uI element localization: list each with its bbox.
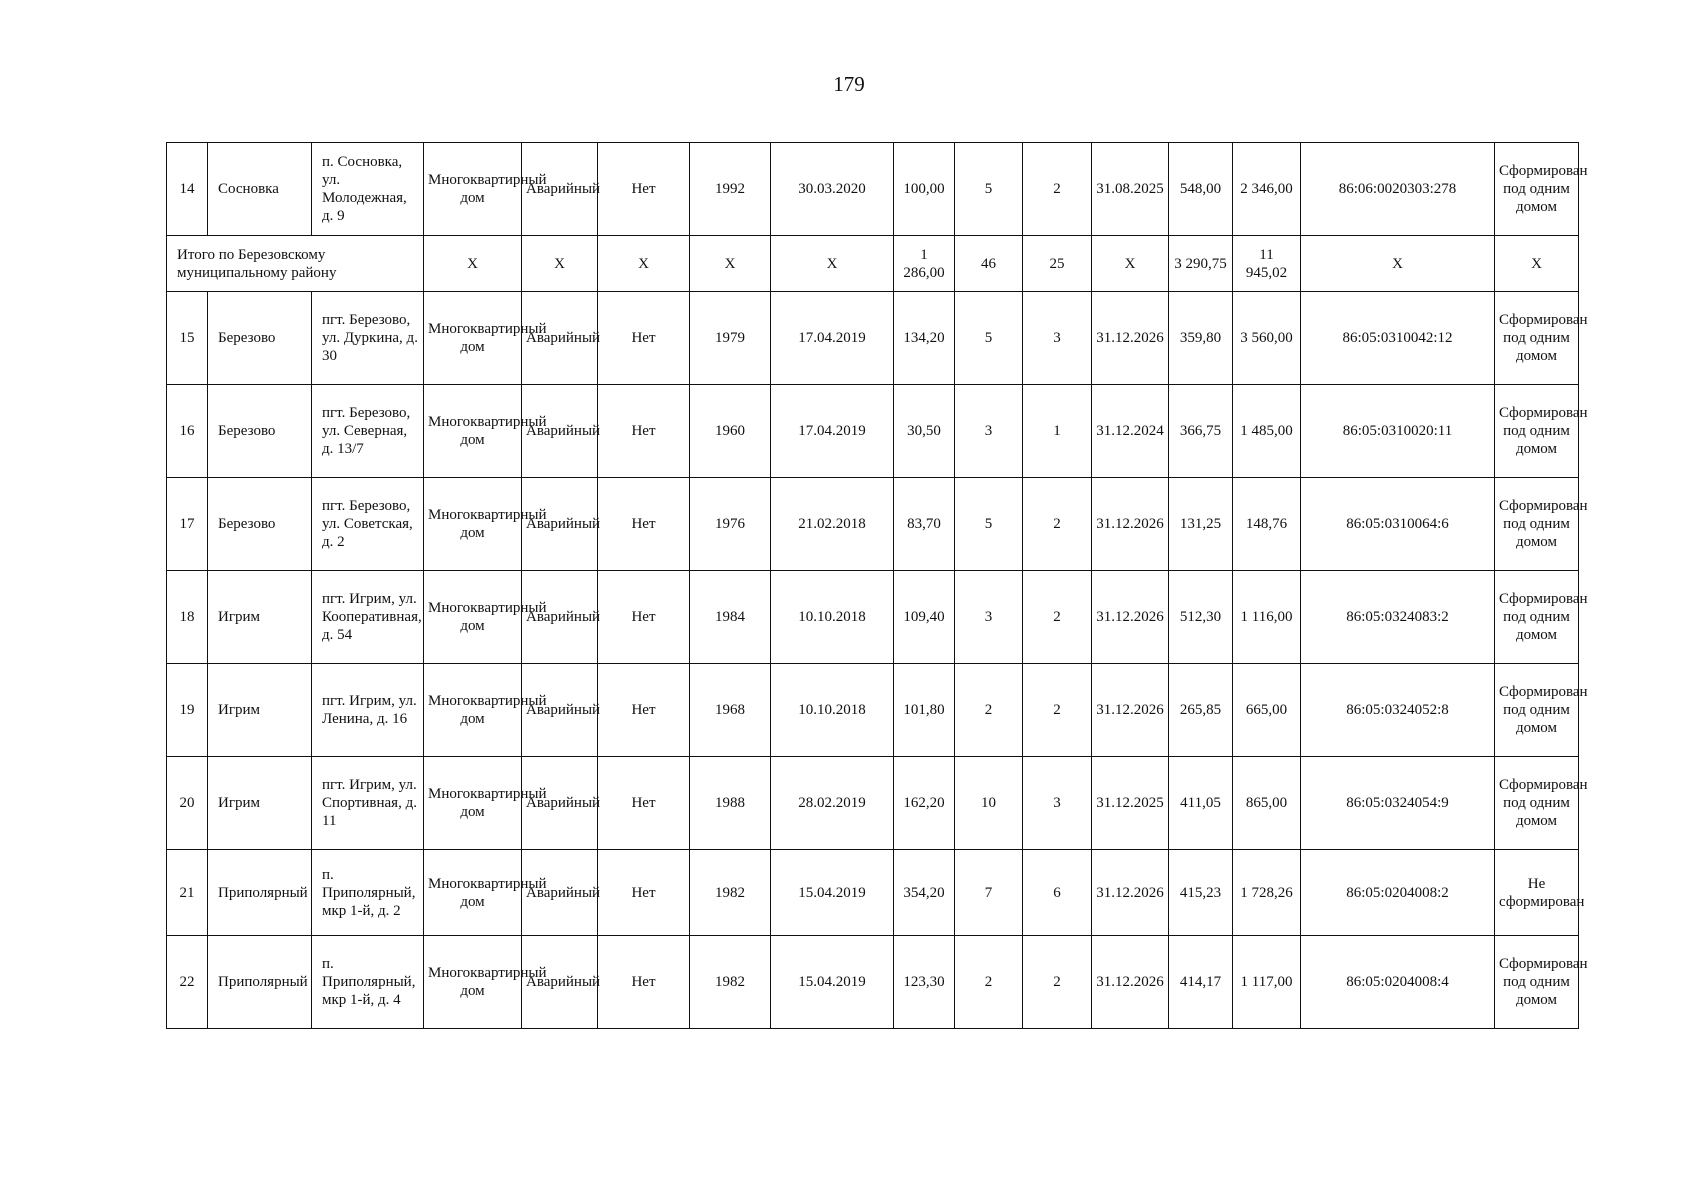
- cell-value-a: 265,85: [1169, 664, 1233, 757]
- cell-condition: Аварийный: [522, 292, 598, 385]
- cell-recognition-date: 15.04.2019: [771, 936, 894, 1029]
- cell-building-type: Многоквартирный дом: [424, 850, 522, 936]
- cell-recognition-date: 28.02.2019: [771, 757, 894, 850]
- cell-year: 1984: [690, 571, 771, 664]
- cell-deadline: 31.12.2026: [1092, 664, 1169, 757]
- cell-value-b: 1 116,00: [1233, 571, 1301, 664]
- cell-land-status: Сформирован под одним домом: [1495, 757, 1579, 850]
- table-row: [167, 478, 1579, 571]
- cell-building-type: Многоквартирный дом: [424, 936, 522, 1029]
- cell-count-b: 3: [1023, 292, 1092, 385]
- cell-count-b: 1: [1023, 385, 1092, 478]
- cell-recognition-date: 15.04.2019: [771, 850, 894, 936]
- cell-settlement: Игрим: [208, 757, 312, 850]
- cell-value-a: 366,75: [1169, 385, 1233, 478]
- cell-condition: Аварийный: [522, 936, 598, 1029]
- cell-total: X: [522, 236, 598, 292]
- cell-value-b: 865,00: [1233, 757, 1301, 850]
- cell-condition: Аварийный: [522, 571, 598, 664]
- cell-building-type: Многоквартирный дом: [424, 385, 522, 478]
- cell-area: 101,80: [894, 664, 955, 757]
- cell-count-a: 5: [955, 143, 1023, 236]
- cell-year: 1992: [690, 143, 771, 236]
- cell-area: 162,20: [894, 757, 955, 850]
- cell-number: 19: [167, 664, 208, 757]
- cell-recognition-date: 21.02.2018: [771, 478, 894, 571]
- cell-total-label: Итого по Березовскому муниципальному району: [167, 236, 424, 292]
- cell-number: 20: [167, 757, 208, 850]
- cell-count-a: 2: [955, 936, 1023, 1029]
- cell-deadline: 31.12.2026: [1092, 850, 1169, 936]
- cell-land-status: Сформирован под одним домом: [1495, 571, 1579, 664]
- cell-number: 17: [167, 478, 208, 571]
- cell-count-b: 2: [1023, 936, 1092, 1029]
- cell-settlement: Приполярный: [208, 936, 312, 1029]
- cell-recognition-date: 17.04.2019: [771, 292, 894, 385]
- table-row: [167, 292, 1579, 385]
- cell-count-a: 3: [955, 385, 1023, 478]
- cell-area: 134,20: [894, 292, 955, 385]
- cell-cadastral-number: 86:05:0324083:2: [1301, 571, 1495, 664]
- cell-flag: Нет: [598, 292, 690, 385]
- cell-flag: Нет: [598, 757, 690, 850]
- cell-settlement: Игрим: [208, 664, 312, 757]
- cell-address: пгт. Березово, ул. Советская, д. 2: [312, 478, 424, 571]
- cell-value-b: 1 117,00: [1233, 936, 1301, 1029]
- cell-address: пгт. Березово, ул. Дуркина, д. 30: [312, 292, 424, 385]
- cell-value-a: 359,80: [1169, 292, 1233, 385]
- cell-total: X: [1092, 236, 1169, 292]
- cell-number: 14: [167, 143, 208, 236]
- cell-value-b: 3 560,00: [1233, 292, 1301, 385]
- cell-cadastral-number: 86:05:0310064:6: [1301, 478, 1495, 571]
- cell-number: 21: [167, 850, 208, 936]
- cell-cadastral-number: 86:05:0324054:9: [1301, 757, 1495, 850]
- cell-total-value-b: 11 945,02: [1233, 236, 1301, 292]
- cell-recognition-date: 10.10.2018: [771, 571, 894, 664]
- cell-area: 100,00: [894, 143, 955, 236]
- cell-address: п. Приполярный, мкр 1-й, д. 4: [312, 936, 424, 1029]
- cell-value-b: 148,76: [1233, 478, 1301, 571]
- cell-deadline: 31.08.2025: [1092, 143, 1169, 236]
- cell-flag: Нет: [598, 664, 690, 757]
- cell-address: пгт. Игрим, ул. Кооперативная, д. 54: [312, 571, 424, 664]
- cell-year: 1976: [690, 478, 771, 571]
- cell-cadastral-number: 86:05:0310042:12: [1301, 292, 1495, 385]
- cell-settlement: Березово: [208, 292, 312, 385]
- table-row: [167, 143, 1579, 236]
- table-row: [167, 664, 1579, 757]
- cell-count-a: 10: [955, 757, 1023, 850]
- cell-land-status: Сформирован под одним домом: [1495, 143, 1579, 236]
- cell-address: п. Приполярный, мкр 1-й, д. 2: [312, 850, 424, 936]
- cell-condition: Аварийный: [522, 664, 598, 757]
- cell-recognition-date: 10.10.2018: [771, 664, 894, 757]
- cell-count-b: 2: [1023, 571, 1092, 664]
- cell-deadline: 31.12.2026: [1092, 936, 1169, 1029]
- cell-deadline: 31.12.2024: [1092, 385, 1169, 478]
- cell-land-status: Сформирован под одним домом: [1495, 292, 1579, 385]
- cell-condition: Аварийный: [522, 478, 598, 571]
- cell-recognition-date: 30.03.2020: [771, 143, 894, 236]
- cell-land-status: Сформирован под одним домом: [1495, 385, 1579, 478]
- cell-area: 109,40: [894, 571, 955, 664]
- cell-deadline: 31.12.2025: [1092, 757, 1169, 850]
- table-row: [167, 757, 1579, 850]
- cell-total-count-b: 25: [1023, 236, 1092, 292]
- cell-value-a: 415,23: [1169, 850, 1233, 936]
- cell-number: 18: [167, 571, 208, 664]
- cell-address: пгт. Игрим, ул. Спортивная, д. 11: [312, 757, 424, 850]
- cell-year: 1982: [690, 936, 771, 1029]
- cell-area: 354,20: [894, 850, 955, 936]
- cell-total-area: 1 286,00: [894, 236, 955, 292]
- table-row: [167, 385, 1579, 478]
- cell-cadastral-number: 86:05:0204008:2: [1301, 850, 1495, 936]
- cell-flag: Нет: [598, 385, 690, 478]
- cell-cadastral-number: 86:05:0310020:11: [1301, 385, 1495, 478]
- cell-condition: Аварийный: [522, 757, 598, 850]
- cell-area: 123,30: [894, 936, 955, 1029]
- cell-total-value-a: 3 290,75: [1169, 236, 1233, 292]
- cell-count-a: 3: [955, 571, 1023, 664]
- cell-cadastral-number: 86:05:0204008:4: [1301, 936, 1495, 1029]
- cell-building-type: Многоквартирный дом: [424, 664, 522, 757]
- cell-flag: Нет: [598, 143, 690, 236]
- table-total-row: [167, 236, 1579, 292]
- cell-count-a: 2: [955, 664, 1023, 757]
- cell-building-type: Многоквартирный дом: [424, 478, 522, 571]
- cell-value-b: 665,00: [1233, 664, 1301, 757]
- table-row: [167, 850, 1579, 936]
- page-number: 179: [833, 72, 865, 96]
- cell-area: 83,70: [894, 478, 955, 571]
- cell-year: 1979: [690, 292, 771, 385]
- cell-settlement: Березово: [208, 478, 312, 571]
- cell-count-a: 5: [955, 292, 1023, 385]
- table-row: [167, 936, 1579, 1029]
- cell-number: 16: [167, 385, 208, 478]
- cell-land-status: Сформирован под одним домом: [1495, 664, 1579, 757]
- cell-deadline: 31.12.2026: [1092, 571, 1169, 664]
- housing-registry-table: [166, 142, 1588, 1029]
- cell-building-type: Многоквартирный дом: [424, 143, 522, 236]
- cell-year: 1960: [690, 385, 771, 478]
- cell-deadline: 31.12.2026: [1092, 292, 1169, 385]
- cell-building-type: Многоквартирный дом: [424, 757, 522, 850]
- cell-value-a: 411,05: [1169, 757, 1233, 850]
- cell-total: X: [424, 236, 522, 292]
- cell-settlement: Игрим: [208, 571, 312, 664]
- cell-condition: Аварийный: [522, 385, 598, 478]
- cell-building-type: Многоквартирный дом: [424, 571, 522, 664]
- cell-settlement: Приполярный: [208, 850, 312, 936]
- cell-land-status: Не сформирован: [1495, 850, 1579, 936]
- cell-value-b: 2 346,00: [1233, 143, 1301, 236]
- cell-recognition-date: 17.04.2019: [771, 385, 894, 478]
- cell-count-b: 2: [1023, 478, 1092, 571]
- cell-count-a: 5: [955, 478, 1023, 571]
- cell-land-status: Сформирован под одним домом: [1495, 478, 1579, 571]
- cell-total: X: [1301, 236, 1495, 292]
- cell-total: X: [598, 236, 690, 292]
- cell-flag: Нет: [598, 850, 690, 936]
- cell-count-b: 6: [1023, 850, 1092, 936]
- cell-count-a: 7: [955, 850, 1023, 936]
- cell-value-a: 548,00: [1169, 143, 1233, 236]
- cell-flag: Нет: [598, 936, 690, 1029]
- cell-value-a: 131,25: [1169, 478, 1233, 571]
- table-row: [167, 571, 1579, 664]
- cell-cadastral-number: 86:05:0324052:8: [1301, 664, 1495, 757]
- cell-deadline: 31.12.2026: [1092, 478, 1169, 571]
- cell-year: 1982: [690, 850, 771, 936]
- cell-year: 1968: [690, 664, 771, 757]
- cell-number: 22: [167, 936, 208, 1029]
- cell-count-b: 3: [1023, 757, 1092, 850]
- cell-address: пгт. Игрим, ул. Ленина, д. 16: [312, 664, 424, 757]
- cell-land-status: Сформирован под одним домом: [1495, 936, 1579, 1029]
- cell-total: X: [690, 236, 771, 292]
- cell-condition: Аварийный: [522, 850, 598, 936]
- cell-address: п. Сосновка, ул. Молодежная, д. 9: [312, 143, 424, 236]
- cell-total: X: [771, 236, 894, 292]
- cell-flag: Нет: [598, 478, 690, 571]
- cell-value-b: 1 485,00: [1233, 385, 1301, 478]
- cell-condition: Аварийный: [522, 143, 598, 236]
- cell-year: 1988: [690, 757, 771, 850]
- cell-settlement: Сосновка: [208, 143, 312, 236]
- cell-flag: Нет: [598, 571, 690, 664]
- cell-cadastral-number: 86:06:0020303:278: [1301, 143, 1495, 236]
- cell-count-b: 2: [1023, 664, 1092, 757]
- cell-value-b: 1 728,26: [1233, 850, 1301, 936]
- cell-value-a: 414,17: [1169, 936, 1233, 1029]
- cell-building-type: Многоквартирный дом: [424, 292, 522, 385]
- cell-address: пгт. Березово, ул. Северная, д. 13/7: [312, 385, 424, 478]
- cell-total: X: [1495, 236, 1579, 292]
- cell-area: 30,50: [894, 385, 955, 478]
- cell-total-count-a: 46: [955, 236, 1023, 292]
- cell-settlement: Березово: [208, 385, 312, 478]
- cell-count-b: 2: [1023, 143, 1092, 236]
- cell-value-a: 512,30: [1169, 571, 1233, 664]
- cell-number: 15: [167, 292, 208, 385]
